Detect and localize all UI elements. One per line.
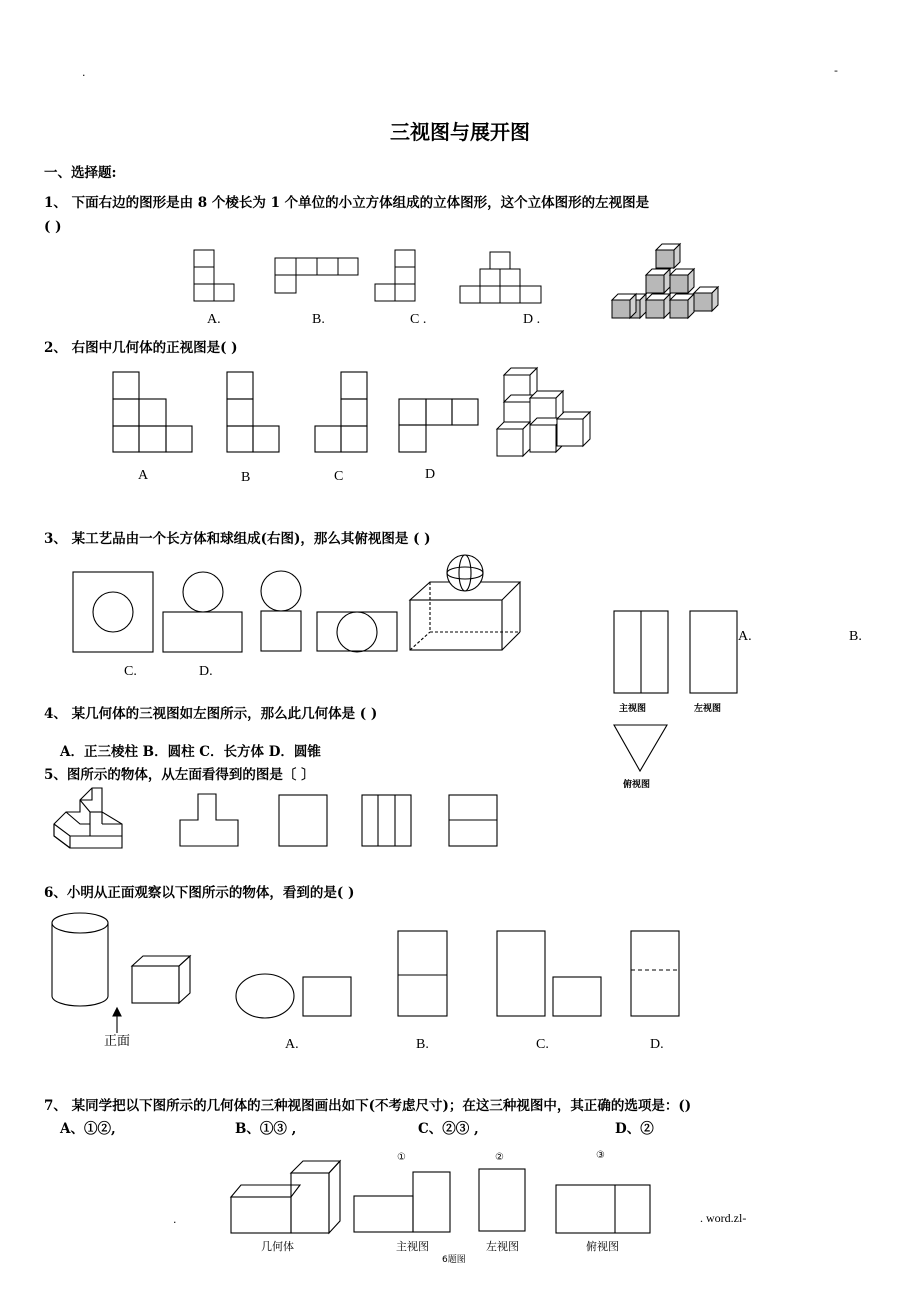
q1-figure-a [194,250,234,301]
q1-cube-solid [612,244,718,318]
q2-option-a: A [138,468,149,483]
q4-side-view-label: 左视图 [694,704,722,714]
q5-figure-d [449,795,497,846]
q7-solid-label: 几何体 [261,1240,294,1253]
q7-side-view-label: 左视图 [486,1240,519,1253]
q7-circled-1: ① [397,1152,406,1163]
q6-option-a: A. [285,1037,299,1052]
q6-option-b: B. [416,1037,429,1052]
q2-cube-solid [497,368,590,456]
header-left-mark: . [82,66,86,79]
q3-figure-2 [163,572,242,652]
q3-box-sphere-solid [410,555,520,650]
q2-figure-d [399,399,478,452]
q3-label-c: C. [124,664,137,679]
q1-option-c: C . [410,312,427,327]
q7-option-b: B、①③ , [235,1121,297,1137]
question-6-text: 6、小明从正面观察以下图所示的物体，看到的是( ) [44,885,355,901]
q3-label-d: D. [199,664,213,679]
q7-option-d: D、② [615,1121,654,1137]
q2-figure-a [113,372,192,452]
q1-option-a: A. [207,312,221,327]
q7-caption: 6题图 [442,1255,466,1265]
section-heading: 一、选择题: [44,165,117,181]
q1-option-b: B. [312,312,325,327]
q4-front-view-label: 主视图 [619,704,647,714]
question-2-text: 2、 右图中几何体的正视图是( ) [44,340,238,356]
page-title: 三视图与展开图 [390,120,530,144]
q7-front-view [354,1172,450,1232]
q7-circled-3: ③ [596,1150,605,1161]
q3-figure-3 [261,571,301,651]
q1-option-d: D . [523,312,541,327]
question-7-text: 7、 某同学把以下图所示的几何体的三种视图画出如下(不考虑尺寸)；在这三种视图中，其正确的选项是：() [44,1098,692,1114]
q2-figure-c [315,372,367,452]
q7-circled-2: ② [495,1152,504,1163]
q6-option-c: C. [536,1037,549,1052]
q5-solid [54,788,122,848]
q7-option-a: A、①②, [60,1121,116,1137]
q7-side-view [479,1169,525,1231]
q4-top-view [614,725,667,771]
question-1-paren: ( ) [44,219,62,235]
q7-solid [231,1161,340,1233]
q4-right-label-a: A. [738,629,752,644]
q6-front-arrow [113,1008,121,1033]
q4-side-view [690,611,737,693]
q7-front-view-label: 主视图 [396,1240,429,1253]
footer-right-text: . word.zl- [700,1211,747,1225]
q6-figure-a [236,974,351,1018]
question-5-text: 5、图所示的物体，从左面看得到的图是〔 〕 [44,767,315,783]
q3-figure-1 [73,572,153,652]
q4-right-label-b: B. [849,629,862,644]
q7-option-c: C、②③ , [418,1121,479,1137]
question-4-options: A．正三棱柱 B．圆柱 C．长方体 D．圆锥 [60,744,321,760]
q6-figure-d [631,931,679,1016]
q2-figure-b [227,372,279,452]
question-4-text: 4、 某几何体的三视图如左图所示，那么此几何体是 ( ) [44,706,378,722]
q1-figure-d [460,252,541,303]
q7-top-view [556,1185,650,1233]
q4-front-view [614,611,668,693]
q1-figure-c [375,250,415,301]
q7-top-view-label: 俯视图 [586,1240,619,1253]
header-right-mark: - [834,64,838,77]
q6-option-d: D. [650,1037,664,1052]
q6-cylinder-and-box [52,913,190,1006]
q2-option-b: B [241,470,251,485]
q5-figure-b [279,795,327,846]
q1-figure-b [275,258,358,293]
footer-left-mark: . [173,1213,177,1226]
question-3-text: 3、 某工艺品由一个长方体和球组成(右图)，那么其俯视图是 ( ) [44,531,431,547]
q5-figure-a [180,794,238,846]
question-1-text: 1、 下面右边的图形是由 8 个棱长为 1 个单位的小立方体组成的立体图形，这个立体图形的左视图是 [44,195,650,211]
q3-figure-4 [317,612,397,652]
q6-figure-c [497,931,601,1016]
q6-figure-b [398,931,447,1016]
q4-top-view-label: 俯视图 [623,780,651,790]
q6-front-label: 正面 [104,1034,131,1049]
q5-figure-c [362,795,411,846]
q2-option-c: C [334,469,344,484]
q2-option-d: D [425,467,436,482]
